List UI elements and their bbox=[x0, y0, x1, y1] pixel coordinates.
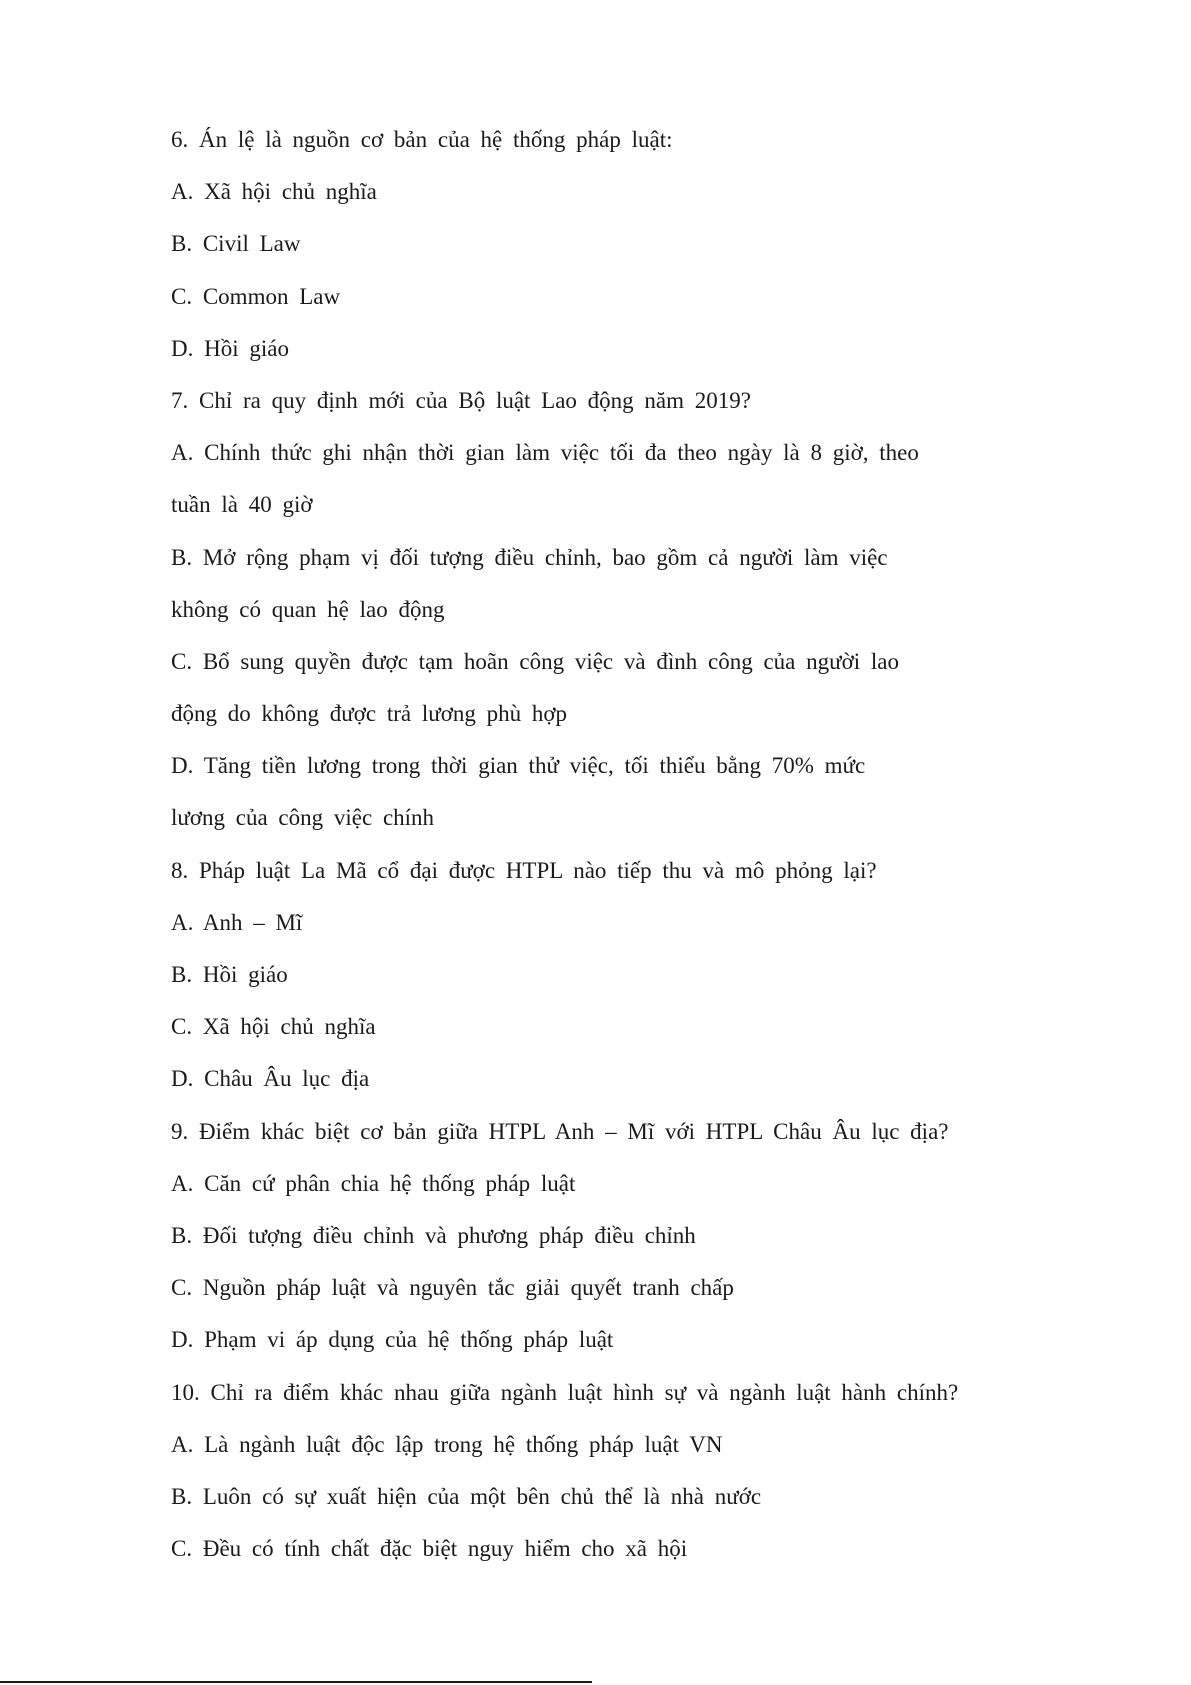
footer-divider bbox=[0, 1681, 592, 1683]
question-6: 6. Án lệ là nguồn cơ bản của hệ thống pháp luật: bbox=[171, 127, 673, 152]
question-9-option-d: D. Phạm vi áp dụng của hệ thống pháp luật bbox=[171, 1327, 614, 1353]
question-10-option-b: B. Luôn có sự xuất hiện của một bên chủ thể là nhà nước bbox=[171, 1483, 762, 1509]
question-8-option-b: B. Hồi giáo bbox=[171, 962, 288, 987]
question-8-option-c: C. Xã hội chủ nghĩa bbox=[171, 1014, 376, 1040]
question-7-option-c: C. Bổ sung quyền được tạm hoãn công việc và đình công của người lao bbox=[171, 648, 899, 674]
question-8-option-a: A. Anh – Mĩ bbox=[171, 909, 303, 935]
question-6-option-a: A. Xã hội chủ nghĩa bbox=[171, 179, 377, 205]
question-8: 8. Pháp luật La Mã cổ đại được HTPL nào tiếp thu và mô phỏng lại? bbox=[171, 857, 877, 883]
question-6-option-b: B. Civil Law bbox=[171, 231, 301, 257]
question-9-option-b: B. Đối tượng điều chỉnh và phương pháp điều chỉnh bbox=[171, 1222, 696, 1248]
question-9: 9. Điểm khác biệt cơ bản giữa HTPL Anh – Mĩ với HTPL Châu Âu lục địa? bbox=[171, 1118, 949, 1144]
question-6-option-d: D. Hồi giáo bbox=[171, 335, 289, 361]
question-7: 7. Chỉ ra quy định mới của Bộ luật Lao động năm 2019? bbox=[171, 387, 751, 413]
question-10-option-c: C. Đều có tính chất đặc biệt nguy hiểm cho xã hội bbox=[171, 1536, 688, 1562]
question-9-option-a: A. Căn cứ phân chia hệ thống pháp luật bbox=[171, 1170, 576, 1196]
question-7-option-b: B. Mở rộng phạm vị đối tượng điều chỉnh, bao gồm cả người làm việc bbox=[171, 544, 888, 570]
question-7-option-d: D. Tăng tiền lương trong thời gian thử việc, tối thiểu bằng 70% mức bbox=[171, 753, 866, 779]
question-7-option-c-cont: động do không được trả lương phù hợp bbox=[171, 701, 568, 727]
question-10-option-a: A. Là ngành luật độc lập trong hệ thống pháp luật VN bbox=[171, 1431, 723, 1457]
question-10: 10. Chỉ ra điểm khác nhau giữa ngành luật hình sự và ngành luật hành chính? bbox=[171, 1379, 959, 1405]
question-9-option-c: C. Nguồn pháp luật và nguyên tắc giải quyết tranh chấp bbox=[171, 1275, 734, 1301]
question-7-option-a: A. Chính thức ghi nhận thời gian làm việc tối đa theo ngày là 8 giờ, theo bbox=[171, 440, 919, 466]
question-7-option-d-cont: lương của công việc chính bbox=[171, 805, 435, 831]
question-7-option-a-cont: tuần là 40 giờ bbox=[171, 492, 313, 518]
quiz-text bbox=[171, 114, 1071, 1575]
question-7-option-b-cont: không có quan hệ lao động bbox=[171, 596, 445, 622]
question-6-option-c: C. Common Law bbox=[171, 283, 341, 309]
question-8-option-d: D. Châu Âu lục địa bbox=[171, 1066, 370, 1092]
